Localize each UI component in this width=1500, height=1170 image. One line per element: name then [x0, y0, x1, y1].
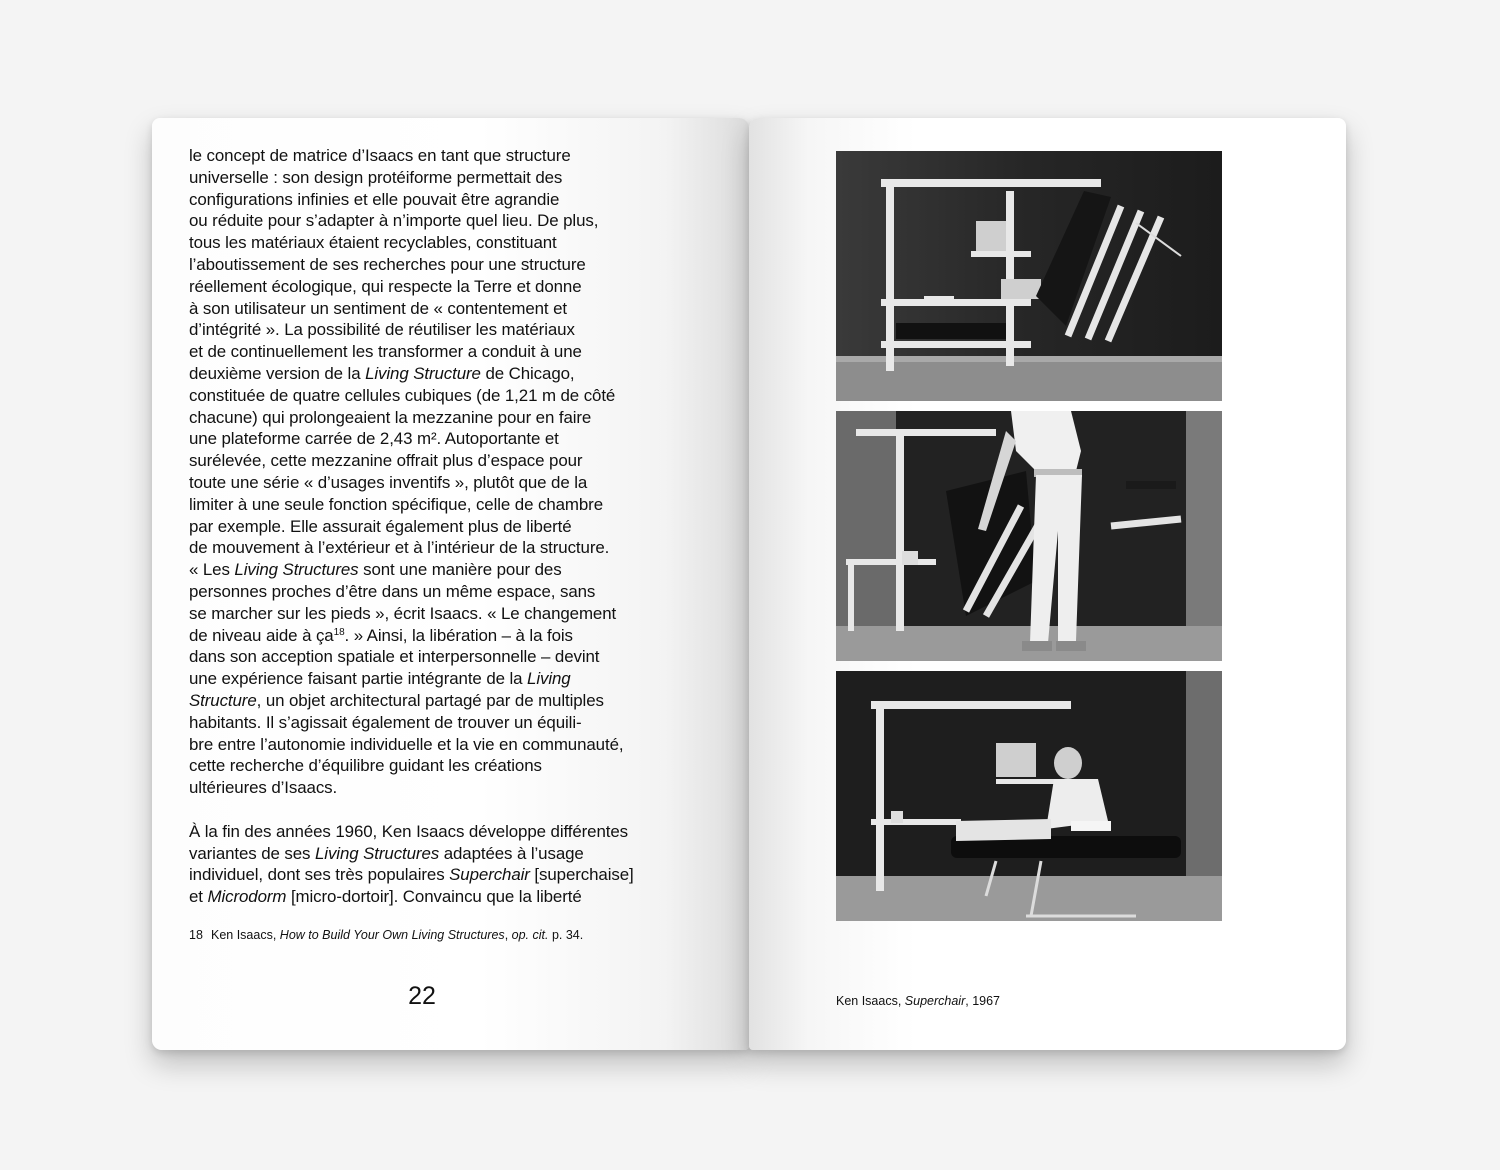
text-line: bre entre l’autonomie individuelle et la vie en communauté,	[189, 734, 624, 754]
book-spread	[152, 118, 1346, 1050]
photo-caption: Ken Isaacs, Superchair, 1967	[836, 994, 1001, 1008]
text-line: l’aboutissement de ses recherches pour une structure	[189, 254, 586, 274]
text-line: deuxième version de la Living Structure de Chicago,	[189, 363, 575, 383]
footnote-text: Ken Isaacs, How to Build Your Own Living Structures, op. cit. p. 34.	[211, 928, 584, 942]
text-line: dans son acception spatiale et interpersonnelle – devint	[189, 647, 600, 667]
text-line: limiter à une seule fonction spécifique, celle de chambre	[189, 494, 603, 514]
superchair-photo-2	[836, 411, 1222, 661]
text-line: à son utilisateur un sentiment de « contentement et	[189, 298, 567, 318]
text-line: habitants. Il s’agissait également de trouver un équili-	[189, 712, 582, 732]
text-line: surélevée, cette mezzanine offrait plus d’espace pour	[189, 451, 583, 471]
italic-title: Living Structures	[315, 843, 440, 863]
text-line: de niveau aide à $ça^{18}$. » Ainsi, la libération – à la fois	[189, 625, 573, 645]
italic-title: Superchair	[904, 994, 966, 1008]
superchair-photo-3	[836, 671, 1222, 921]
text-line: configurations infinies et elle pouvait être agrandie	[189, 189, 560, 209]
text-line: une expérience faisant partie intégrante de la Living	[189, 669, 571, 689]
right-page	[749, 118, 1346, 1050]
italic-title: Microdorm	[207, 887, 287, 907]
italic-title: Superchair	[449, 865, 530, 885]
text-line: Structure, un objet architectural partagé par de multiples	[189, 690, 604, 710]
text-line: ultérieures d’Isaacs.	[189, 778, 338, 798]
text-line: le concept de matrice d’Isaacs en tant que structure	[189, 146, 571, 165]
text-line: de mouvement à l’extérieur et à l’intérieur de la structure.	[189, 538, 610, 558]
footnote	[189, 928, 583, 942]
text-line: personnes proches d’être dans un même espace, sans	[189, 581, 596, 601]
italic-title: op. cit.	[511, 928, 549, 942]
text-line: ou réduite pour s’adapter à n’importe quel lieu. De plus,	[189, 211, 599, 231]
italic-title: Living Structures	[234, 560, 359, 580]
italic-title: Living Structure	[365, 363, 481, 383]
left-page	[152, 118, 749, 1050]
text-line: toute une série « d’usages inventifs », plutôt que de la	[189, 472, 588, 492]
italic-title: Structure	[189, 690, 257, 710]
italic-title: How to Build Your Own Living Structures	[279, 928, 505, 942]
paragraph-break	[189, 799, 669, 821]
text-line: universelle : son design protéiforme permettait des	[189, 167, 563, 187]
text-line: une plateforme carrée de 2,43 m². Autoportante et	[189, 429, 559, 449]
text-line: par exemple. Elle assurait également plus de liberté	[189, 516, 572, 536]
text-line: À la fin des années 1960, Ken Isaacs développe différentes	[189, 821, 628, 841]
text-line: cette recherche d’équilibre guidant les créations	[189, 756, 542, 776]
text-line: et de continuellement les transformer a conduit à une	[189, 342, 582, 362]
body-text	[189, 145, 669, 908]
text-line: constituée de quatre cellules cubiques (de 1,21 m de côté	[189, 385, 616, 405]
text-line: d’intégrité ». La possibilité de réutiliser les matériaux	[189, 320, 575, 340]
text-line: se marcher sur les pieds », écrit Isaacs. « Le changement	[189, 603, 617, 623]
italic-title: Living	[527, 669, 571, 689]
text-line: réellement écologique, qui respecte la Terre et donne	[189, 276, 582, 296]
footnote-reference: 18	[333, 626, 345, 638]
page-number: 22	[408, 982, 436, 1010]
text-line: individuel, dont ses très populaires Superchair [superchaise]	[189, 865, 634, 885]
text-line: chacune) qui prolongeaient la mezzanine pour en faire	[189, 407, 592, 427]
text-line: et Microdorm [micro-dortoir]. Convaincu que la liberté	[189, 887, 582, 907]
superchair-photo-1	[836, 151, 1222, 401]
text-line: tous les matériaux étaient recyclables, constituant	[189, 233, 557, 253]
text-line: variantes de ses Living Structures adaptées à l’usage	[189, 843, 584, 863]
text-line: « Les Living Structures sont une manière pour des	[189, 560, 562, 580]
footnote-number: 18	[189, 928, 203, 942]
